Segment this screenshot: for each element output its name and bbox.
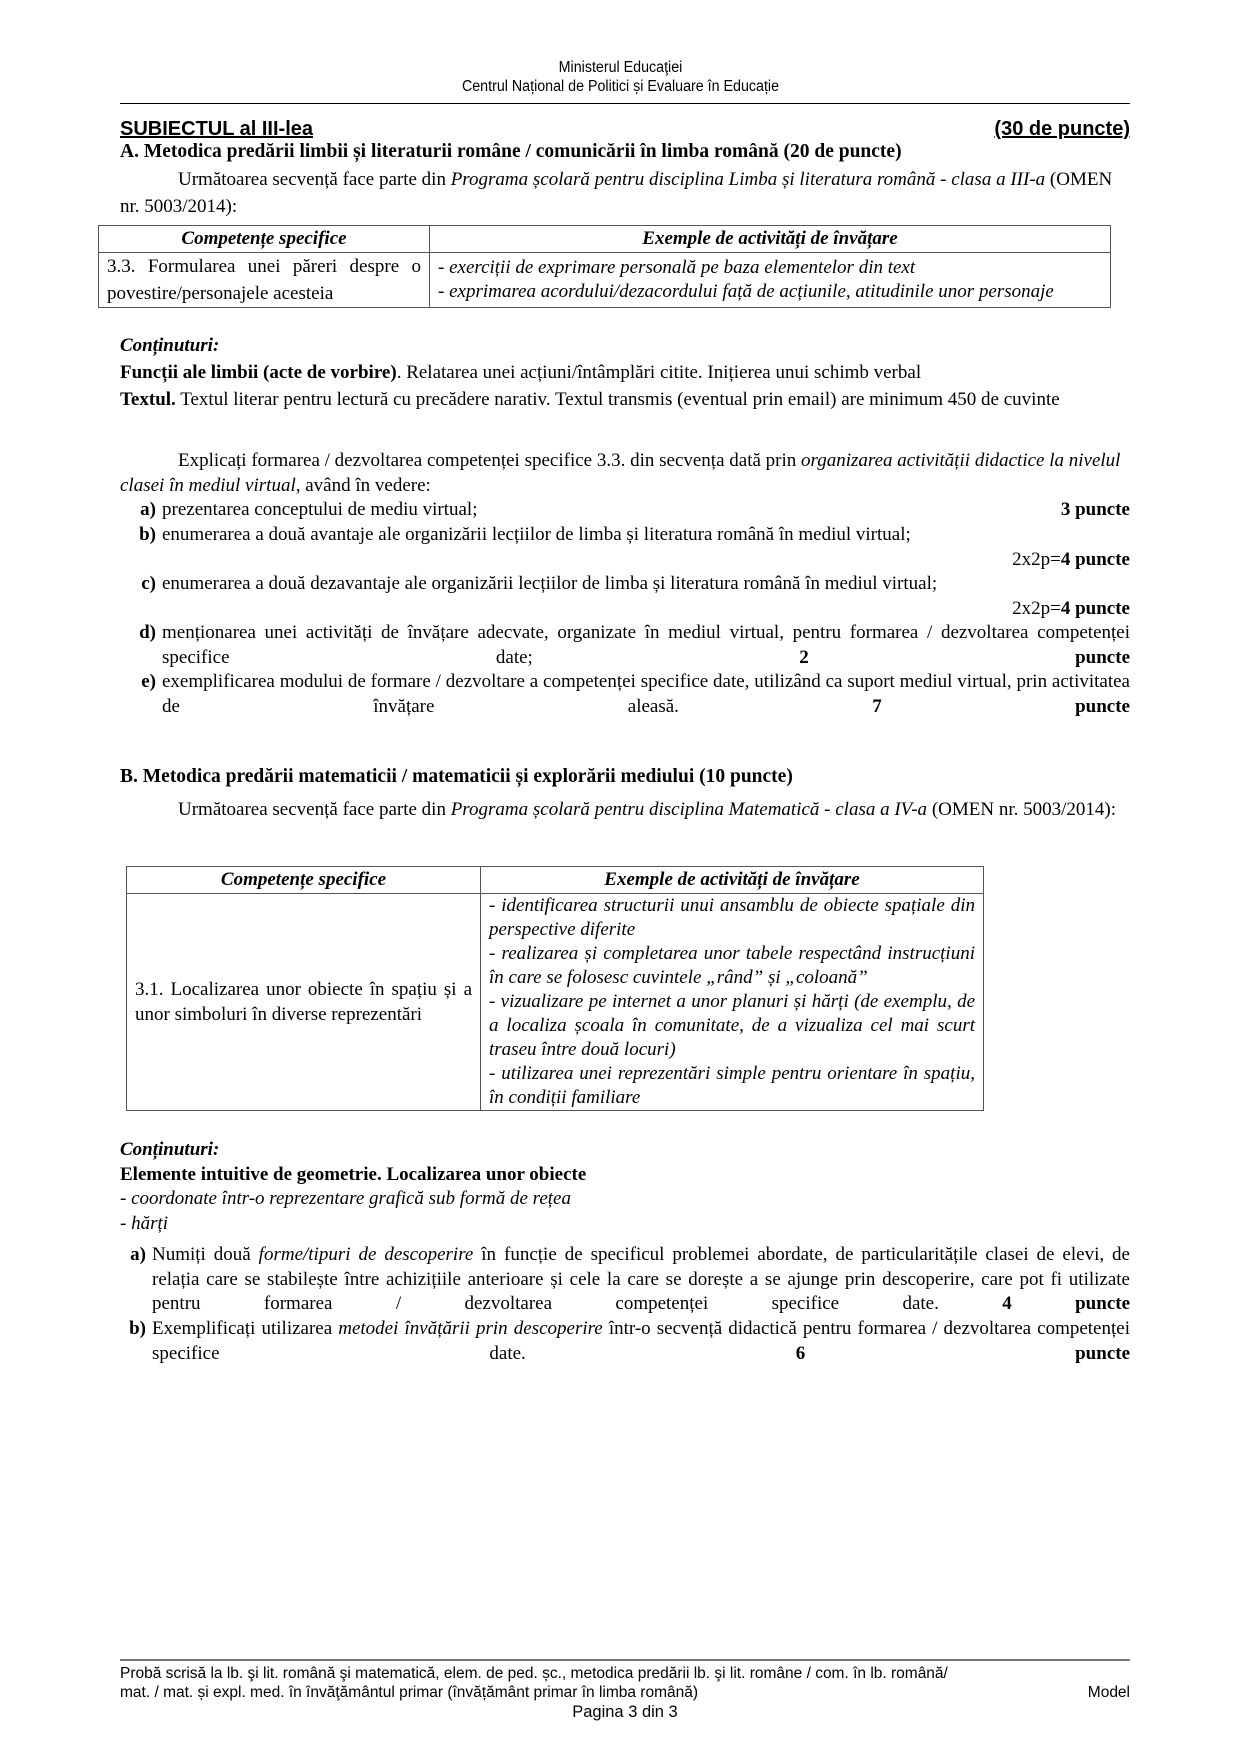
- item-emphasis: metodei învățării prin descoperire: [338, 1318, 603, 1339]
- section-b-contents: [120, 1138, 1130, 1236]
- points-formula: 2x2p=: [1012, 597, 1061, 619]
- section-b-intro: [120, 796, 1130, 823]
- contents-label: Conținuturi:: [120, 335, 220, 356]
- section-b-table: [126, 866, 984, 1111]
- footer-divider: [120, 1659, 1130, 1661]
- header-divider: [120, 103, 1130, 104]
- contents-topic: Funcții ale limbii (acte de vorbire): [120, 362, 397, 383]
- activities-cell: [481, 894, 984, 1111]
- intro-ref: (OMEN nr. 5003/2014):: [927, 799, 1116, 820]
- item-points: 3 puncte: [1060, 499, 1130, 520]
- item-points-line: [162, 548, 1130, 573]
- item-points: 4 puncte: [1060, 597, 1130, 619]
- item-emphasis: forme/tipuri de descoperire: [258, 1244, 474, 1265]
- col-header-activities: Exemple de activități de învățare: [430, 226, 1111, 253]
- page-footer: [120, 1664, 1130, 1722]
- task-item-b-a: [120, 1243, 1130, 1317]
- task-item-c: [130, 572, 1130, 621]
- item-points: 2 puncte: [799, 646, 1130, 668]
- item-text: enumerarea a două avantaje ale organizării lecțiilor de limba și literatura română în mediul virtual;: [162, 524, 911, 545]
- task-item-e: [130, 670, 1130, 719]
- contents-topic: Elemente intuitive de geometrie. Localizarea unor obiecte: [120, 1163, 587, 1185]
- section-a-title: A. Metodica predării limbii și literaturii române / comunicării în limba română (20 de puncte): [120, 141, 902, 162]
- page-number: Pagina 3 din 3: [572, 1703, 678, 1721]
- footer-line-2: mat. / mat. și expl. med. în învăţământul primar (învățământ primar în limba română): [120, 1684, 699, 1701]
- subject-title: SUBIECTUL al III-lea: [120, 118, 314, 140]
- col-header-activities: Exemple de activități de învățare: [481, 867, 984, 894]
- points-formula: 2x2p=: [1012, 548, 1061, 570]
- item-text: prezentarea conceptului de mediu virtual;: [162, 499, 478, 520]
- section-b-title: B. Metodica predării matematicii / matematicii și explorării mediului (10 puncte): [120, 766, 793, 787]
- item-text: Exemplificați utilizarea: [152, 1318, 339, 1339]
- item-text: într-o secvență didactică pentru formarea / dezvoltarea competenței specifice date.: [152, 1318, 1130, 1364]
- activity-item: - identificarea structurii unui ansamblu de obiecte spațiale din perspective diferite: [489, 895, 975, 940]
- item-label: a): [140, 499, 156, 520]
- footer-model: Model: [1087, 1684, 1130, 1701]
- center-name: Centrul Național de Politici și Evaluare în Educație: [461, 78, 780, 95]
- activities-cell: [430, 253, 1111, 308]
- task-item-b-b: [120, 1317, 1130, 1366]
- subject-heading: [120, 118, 1130, 141]
- item-text: menționarea unei activități de învățare adecvate, organizate în mediul virtual, pentru formarea / dezvoltarea competenței specifice date;: [162, 622, 1130, 668]
- section-a-table: [98, 225, 1111, 308]
- item-points-line: [162, 597, 1130, 622]
- item-text: Numiți două: [152, 1244, 259, 1265]
- page-header: [50, 58, 1192, 96]
- item-text: în funcție de specificul problemei abordate, de particularitățile clasei de elevi, de relația care se stabilește între achizițiile anterioare și cele la care se dorește a se ajunge prin descoperire, care pot fi utilizate pentru formarea / dezvoltarea competenței specifice date.: [152, 1244, 1130, 1314]
- intro-ref: (OMEN nr. 5003/2014):: [120, 169, 1113, 217]
- item-points: 4 puncte: [1002, 1293, 1131, 1314]
- competence-cell: 3.1. Localizarea unor obiecte în spațiu și a unor simboluri în diverse reprezentări: [127, 894, 481, 1111]
- item-points: 6 puncte: [795, 1342, 1131, 1364]
- item-label: e): [141, 671, 156, 692]
- competence-cell: 3.3. Formularea unei păreri despre o povestire/personajele acesteia: [99, 253, 430, 308]
- task-text: Explicați formarea / dezvoltarea competenței specifice 3.3. din secvența dată prin: [178, 450, 802, 471]
- program-title: Programa școlară pentru disciplina Matematică - clasa a IV-a: [450, 799, 928, 820]
- contents-item: - coordonate într-o reprezentare grafică sub formă de rețea: [120, 1188, 571, 1209]
- item-label: b): [139, 524, 156, 545]
- footer-line-1: Probă scrisă la lb. şi lit. română şi matematică, elem. de ped. șc., metodica predării lb. şi lit. române / com. în lb. română/: [120, 1665, 948, 1682]
- contents-item: - hărți: [120, 1212, 169, 1234]
- item-text: enumerarea a două dezavantaje ale organizării lecțiilor de limba și literatura română în mediul virtual;: [162, 573, 938, 594]
- item-label: d): [139, 622, 156, 643]
- contents-label: Conținuturi:: [120, 1139, 220, 1160]
- ministry-name: Ministerul Educaţiei: [558, 59, 683, 76]
- item-label: b): [129, 1318, 146, 1339]
- subject-points: (30 de puncte): [994, 118, 1130, 140]
- item-points: 4 puncte: [1060, 548, 1130, 570]
- col-header-competences: Competențe specifice: [99, 226, 430, 253]
- item-label: c): [141, 573, 156, 594]
- intro-text: Următoarea secvență face parte din: [178, 169, 451, 190]
- task-item-b: [130, 523, 1130, 572]
- section-a-task: [120, 449, 1130, 498]
- task-item-a: [130, 498, 1130, 523]
- section-a-contents: [120, 332, 1130, 413]
- intro-text: Următoarea secvență face parte din: [178, 799, 451, 820]
- item-label: a): [130, 1244, 146, 1265]
- contents-text: . Relatarea unei acțiuni/întâmplări citite. Inițierea unui schimb verbal: [396, 362, 922, 383]
- col-header-competences: Competențe specifice: [127, 867, 481, 894]
- section-a-intro: [120, 166, 1130, 220]
- activity-item: - utilizarea unei reprezentări simple pentru orientare în spațiu, în condiții familiare: [489, 1063, 975, 1108]
- contents-text: Textul literar pentru lectură cu precădere narativ. Textul transmis (eventual prin email) are minimum 450 de cuvinte: [175, 389, 1060, 410]
- activity-item: - exprimarea acordului/dezacordului față de acțiunile, atitudinile unor personaje: [438, 281, 1054, 302]
- task-item-d: [130, 621, 1130, 670]
- activity-item: - vizualizare pe internet a unor planuri și hărți (de exemplu, de a localiza școala în comunitate, de a vizualiza cel mai scurt traseu între două locuri): [489, 991, 975, 1060]
- activity-item: - realizarea și completarea unor tabele respectând instrucțiuni în care se folosesc cuvintele „rând” și „coloană”: [489, 943, 975, 988]
- item-text: exemplificarea modului de formare / dezvoltare a competenței specifice date, utilizând ca suport mediul virtual, prin activitatea de învățare aleasă.: [162, 671, 1130, 717]
- item-points: 7 puncte: [872, 695, 1130, 717]
- contents-topic: Textul.: [120, 389, 176, 410]
- activity-item: - exerciții de exprimare personală pe baza elementelor din text: [438, 257, 916, 278]
- program-title: Programa școlară pentru disciplina Limba și literatura română - clasa a III-a: [450, 169, 1046, 190]
- task-focus: organizarea activității didactice la nivelul clasei în mediul virtual: [120, 450, 1121, 496]
- task-text-end: , având în vedere:: [295, 474, 431, 496]
